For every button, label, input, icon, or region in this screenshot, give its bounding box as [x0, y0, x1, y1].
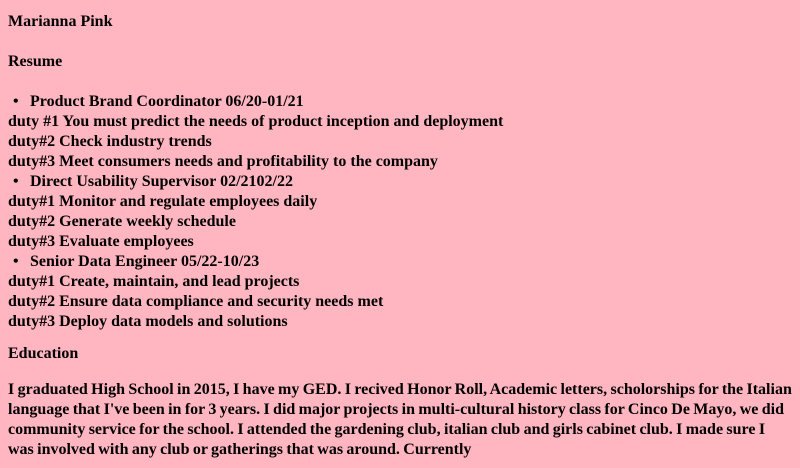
job-title-text: Direct Usability Supervisor 02/2102/22	[30, 173, 293, 190]
bullet-icon: •	[13, 93, 19, 110]
job-duty: duty#2 Ensure data compliance and security needs met	[8, 293, 384, 310]
job-title	[8, 252, 792, 272]
job-duty: duty#2 Generate weekly schedule	[8, 213, 236, 230]
job-duty: duty#1 Create, maintain, and lead projects	[8, 273, 300, 290]
education-paragraph: I graduated High School in 2015, I have my GED. I recived Honor Roll, Academic letters, scholorships for the Italian language that I've been in for 3 years. I did major projects in multi-cultural history class for Cinco De Mayo, we did community service for the school. I attended the gardening club, italian club and girls cabinet club. I made sure I was involved with any club or gatherings that was around. Currently	[8, 381, 792, 458]
job-duty: duty #1 You must predict the needs of product inception and deployment	[8, 113, 504, 130]
job-duty: duty#3 Meet consumers needs and profitability to the company	[8, 153, 438, 170]
job-duty: duty#1 Monitor and regulate employees daily	[8, 193, 318, 210]
job-duty: duty#3 Evaluate employees	[8, 233, 194, 250]
education-section-title: Education	[8, 345, 79, 362]
job-title	[8, 172, 792, 192]
bullet-icon: •	[13, 253, 19, 270]
job-list	[8, 92, 792, 332]
person-name: Marianna Pink	[8, 13, 113, 30]
resume-section-title: Resume	[8, 53, 63, 70]
job-duty: duty#2 Check industry trends	[8, 133, 212, 150]
job-title-text: Senior Data Engineer 05/22-10/23	[30, 253, 260, 270]
job-title	[8, 92, 792, 112]
job-title-text: Product Brand Coordinator 06/20-01/21	[30, 93, 304, 110]
job-duty: duty#3 Deploy data models and solutions	[8, 313, 288, 330]
bullet-icon: •	[13, 173, 19, 190]
